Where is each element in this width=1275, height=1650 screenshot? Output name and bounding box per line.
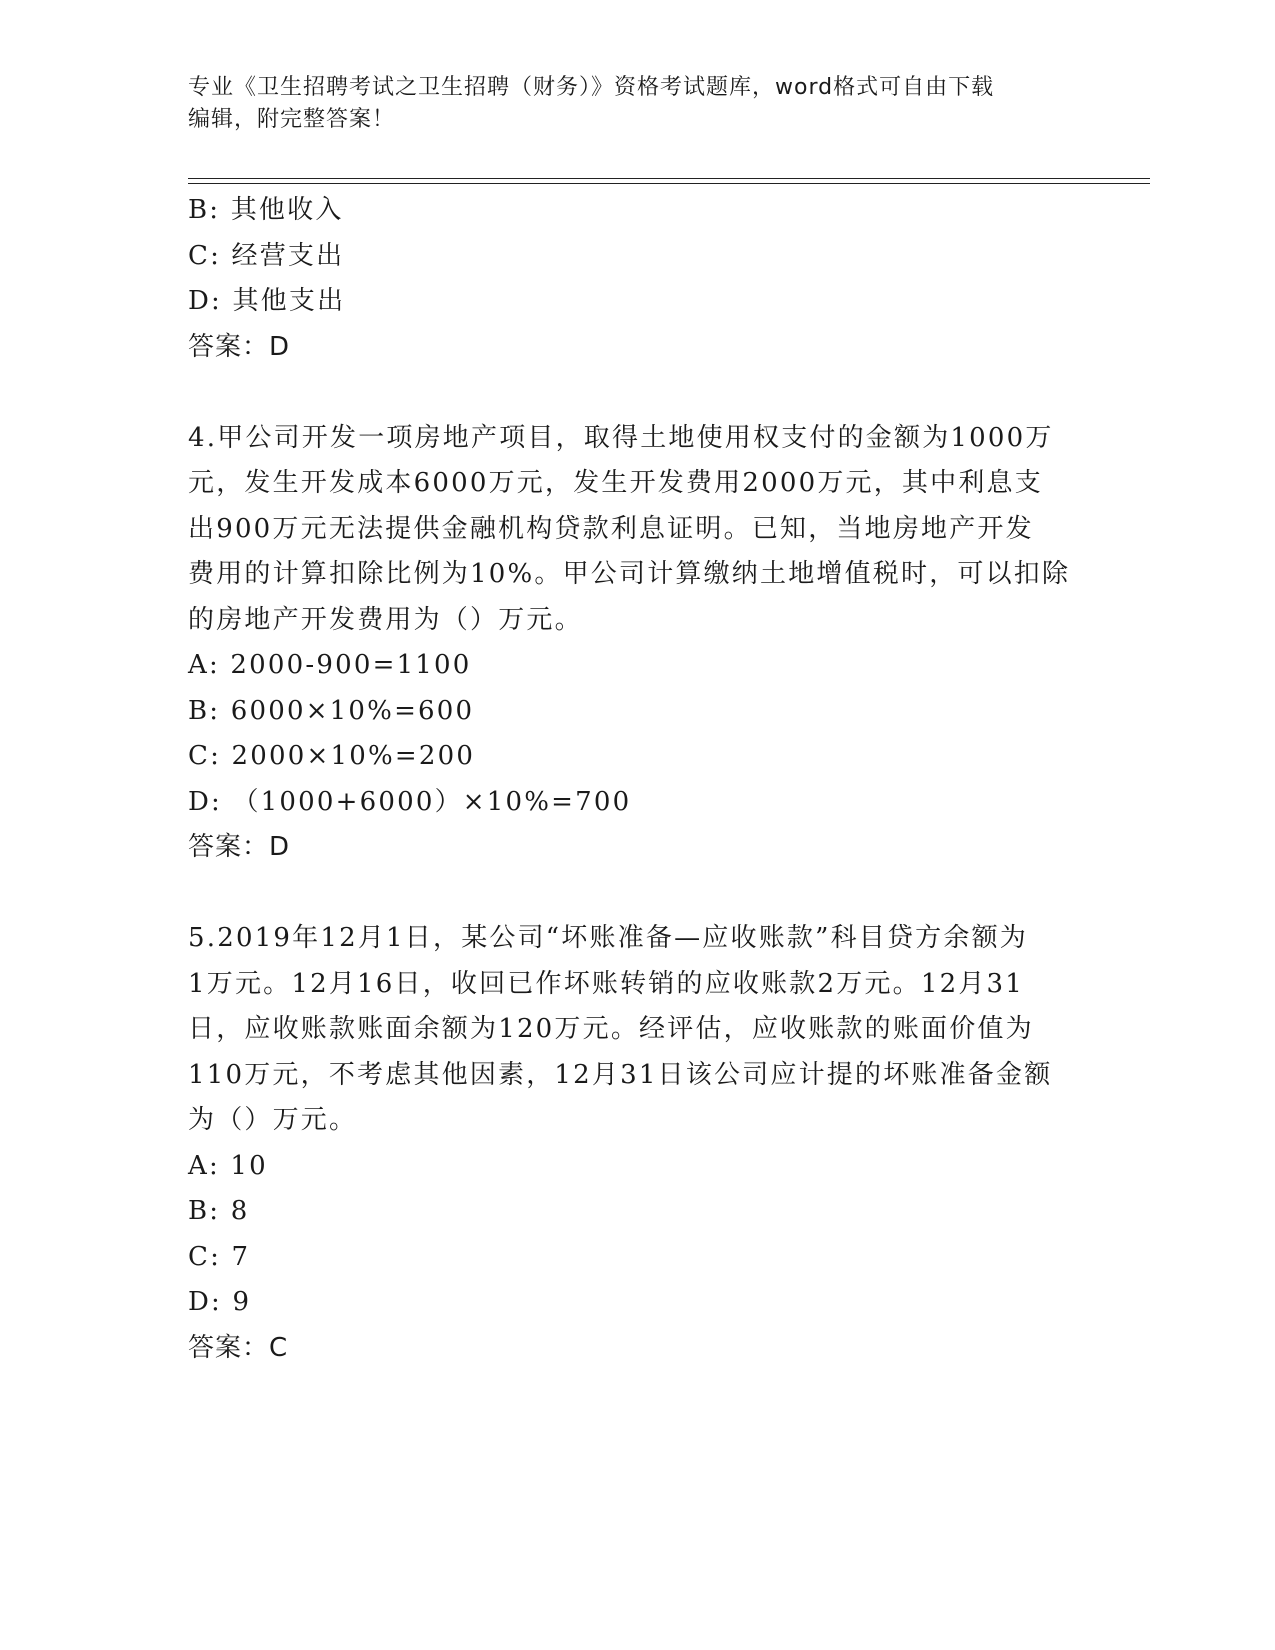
q5-option-d: D: 9 xyxy=(188,1287,252,1317)
question-3-tail xyxy=(188,188,1088,370)
q3-answer: 答案：D xyxy=(188,331,291,362)
document-header xyxy=(188,72,1078,136)
q5-answer: 答案：C xyxy=(188,1332,289,1363)
q3-option-c: C: 经营支出 xyxy=(188,240,345,271)
header-divider-bottom xyxy=(188,183,1150,184)
header-title-line-2: 编辑，附完整答案！ xyxy=(188,107,396,132)
q4-option-a: A: 2000-900=1100 xyxy=(188,650,472,680)
q5-stem-line: 日，应收账款账面余额为120万元。经评估，应收账款的账面价值为 xyxy=(188,1014,1034,1044)
q4-answer: 答案：D xyxy=(188,832,291,862)
header-divider-top xyxy=(188,178,1150,179)
header-title-line-1: 专业《卫生招聘考试之卫生招聘（财务）》资格考试题库，word格式可自由下载 xyxy=(188,75,995,100)
q5-option-c: C: 7 xyxy=(188,1241,251,1272)
q5-stem-line: 5.2019年12月1日，某公司“坏账准备—应收账款”科目贷方余额为 xyxy=(188,923,1028,953)
q5-stem-line: 110万元，不考虑其他因素，12月31日该公司应计提的坏账准备金额 xyxy=(188,1059,1053,1090)
q5-option-a: A: 10 xyxy=(188,1150,268,1181)
q5-stem-line: 为（）万元。 xyxy=(188,1105,358,1135)
q4-stem-line: 费用的计算扣除比例为10%。甲公司计算缴纳土地增值税时，可以扣除 xyxy=(188,559,1071,589)
question-spacer xyxy=(188,871,1088,917)
q4-stem-line: 出900万元无法提供金融机构贷款利息证明。已知，当地房地产开发 xyxy=(188,513,1034,544)
q3-option-b: B: 其他收入 xyxy=(188,195,344,225)
q4-option-c: C: 2000×10%=200 xyxy=(188,741,476,771)
q5-option-b: B: 8 xyxy=(188,1196,250,1226)
question-spacer xyxy=(188,370,1088,416)
question-4 xyxy=(188,416,1088,871)
q4-option-d: D: （1000+6000）×10%=700 xyxy=(188,786,632,817)
q4-option-b: B: 6000×10%=600 xyxy=(188,695,475,726)
question-5 xyxy=(188,916,1088,1371)
q4-stem-line: 元，发生开发成本6000万元，发生开发费用2000万元，其中利息支 xyxy=(188,468,1043,498)
q3-option-d: D: 其他支出 xyxy=(188,286,346,316)
q5-stem-line: 1万元。12月16日，收回已作坏账转销的应收账款2万元。12月31 xyxy=(188,968,1025,999)
q4-stem-line: 4.甲公司开发一项房地产项目，取得土地使用权支付的金额为1000万 xyxy=(188,422,1054,453)
question-list xyxy=(188,188,1088,1371)
q4-stem-line: 的房地产开发费用为（）万元。 xyxy=(188,604,583,635)
